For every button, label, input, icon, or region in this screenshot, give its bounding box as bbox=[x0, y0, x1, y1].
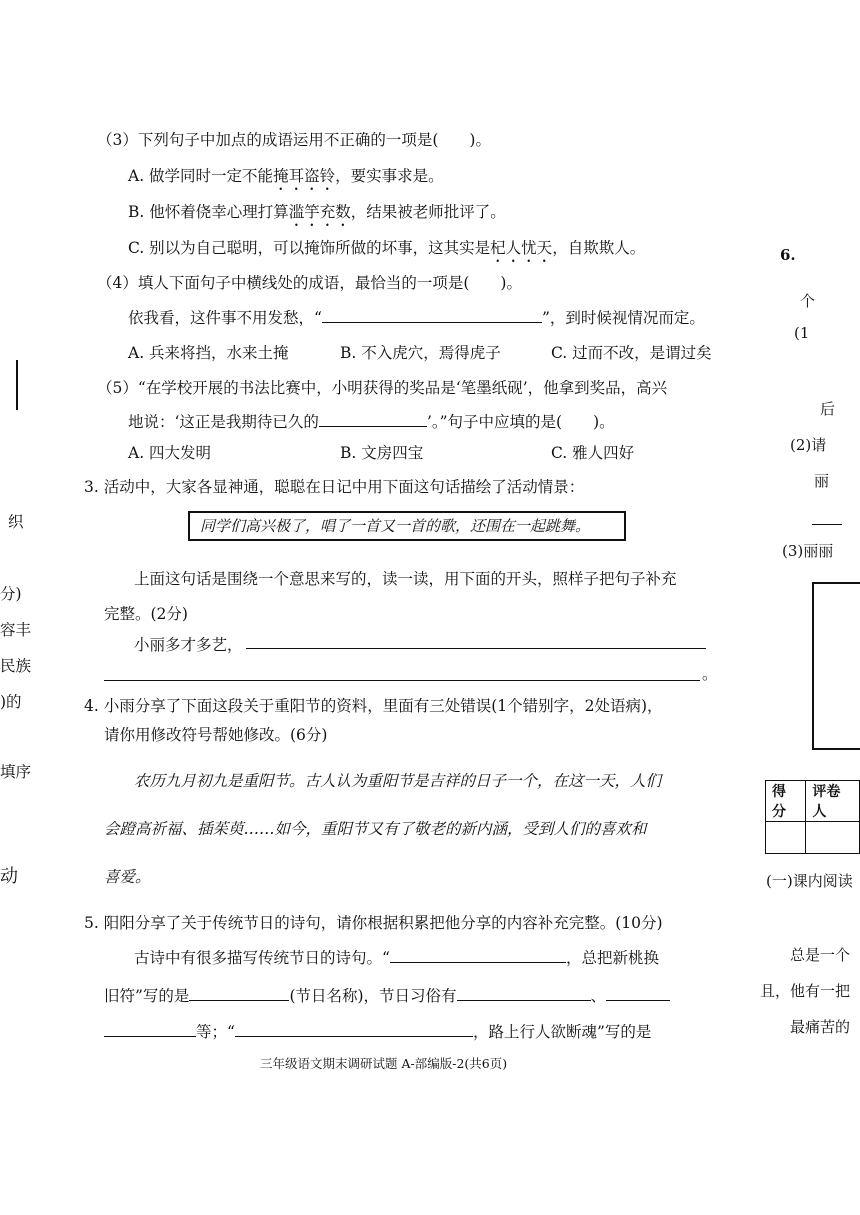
q4-option-c: C. 过而不改，是谓过矣 bbox=[551, 344, 712, 362]
right-q3: (3)丽丽 bbox=[782, 542, 834, 560]
task3-answer-line-2[interactable] bbox=[104, 680, 700, 681]
left-fragment: 民族 bbox=[0, 657, 32, 675]
right-q6: 6. bbox=[780, 246, 796, 264]
task3-start: 小丽多才多艺， bbox=[134, 636, 243, 654]
task4-paragraph-line: 喜爱。 bbox=[104, 868, 151, 886]
q5sub-line2 bbox=[128, 410, 615, 432]
task4-paragraph-line: 农历九月初九是重阳节。古人认为重阳节是吉祥的日子一个，在这一天，人们 bbox=[134, 772, 662, 790]
right-reading-heading: (一)课内阅读 bbox=[766, 872, 853, 890]
q3-a-end: ，要实事求是。 bbox=[335, 167, 444, 185]
q5sub-answer-blank[interactable] bbox=[319, 412, 427, 427]
right-fragment: 丽 bbox=[814, 472, 830, 490]
task4-stem: 4. 小雨分享了下面这段关于重阳节的资料，里面有三处错误(1个错别字，2处语病)， bbox=[84, 697, 663, 715]
q4-option-b: B. 不入虎穴，焉得虎子 bbox=[340, 344, 501, 362]
right-fragment: 后 bbox=[820, 400, 836, 418]
left-fragment: 织 bbox=[8, 513, 24, 531]
task5-line1 bbox=[134, 946, 659, 968]
right-drawing-box[interactable] bbox=[812, 582, 860, 750]
score-cell[interactable] bbox=[766, 822, 806, 854]
task5-line2-start: 旧符”写的是 bbox=[104, 987, 190, 1005]
right-q2: (2)请 bbox=[790, 436, 827, 454]
task5-line2-mid: (节日名称)，节日习俗有 bbox=[289, 987, 457, 1005]
task5-line2-sep: 、 bbox=[590, 987, 607, 1005]
q3-stem: （3）下列句子中加点的成语运用不正确的一项是( )。 bbox=[97, 131, 491, 149]
task5-blank-poem-1[interactable] bbox=[390, 948, 566, 963]
q5sub-line2-end: ’。”句子中应填的是( )。 bbox=[426, 413, 615, 431]
task5-blank-custom-2-cont[interactable] bbox=[104, 1022, 196, 1037]
score-label: 得分 bbox=[766, 781, 806, 822]
q3-option-a bbox=[128, 164, 444, 194]
left-fragment: 动 bbox=[0, 866, 18, 887]
q3-c-idiom: 杞人忧天 bbox=[490, 239, 553, 257]
right-answer-line[interactable] bbox=[812, 524, 842, 525]
page-footer: 三年级语文期末调研试题 A-部编版-2(共6页) bbox=[260, 1056, 508, 1071]
q5sub-option-b: B. 文房四宝 bbox=[340, 444, 424, 462]
task5-stem: 5. 阳阳分享了关于传统节日的诗句，请你根据积累把他分享的内容补充完整。(10分) bbox=[84, 914, 663, 932]
task5-blank-poem-2[interactable] bbox=[235, 1022, 473, 1037]
task5-blank-custom-1[interactable] bbox=[457, 986, 591, 1001]
task5-blank-custom-2[interactable] bbox=[606, 986, 670, 1001]
q4-option-a: A. 兵来将挡，水来土掩 bbox=[128, 344, 289, 362]
task4-stem-cont: 请你用修改符号帮她修改。(6分) bbox=[104, 726, 328, 744]
q5sub-option-c: C. 雅人四好 bbox=[551, 444, 635, 462]
left-fragment: 容丰 bbox=[0, 621, 32, 639]
q3-option-c bbox=[128, 236, 645, 266]
task4-paragraph-line: 会蹬高祈福、插茱萸……如今，重阳节又有了敬老的新内涵，受到人们的喜欢和 bbox=[104, 820, 647, 838]
q5sub-stem: （5）“在学校开展的书法比赛中，小明获得的奖品是‘笔墨纸砚’，他拿到奖品，高兴 bbox=[97, 379, 668, 397]
task3-boxed-sentence: 同学们高兴极了，唱了一首又一首的歌，还围在一起跳舞。 bbox=[188, 511, 626, 541]
right-reading-text: 总是一个 bbox=[790, 946, 851, 964]
q3-b-end: ，结果被老师批评了。 bbox=[350, 203, 506, 221]
left-fragment: 分) bbox=[0, 585, 22, 603]
task5-line3-start: 等；“ bbox=[196, 1023, 235, 1041]
task3-stem: 3. 活动中，大家各显神通，聪聪在日记中用下面这句话描绘了活动情景： bbox=[84, 478, 585, 496]
task5-line2 bbox=[104, 984, 670, 1006]
q4-stem: （4）填人下面句子中横线处的成语，最恰当的一项是( )。 bbox=[97, 274, 522, 292]
right-reading-text: 最痛苦的 bbox=[790, 1018, 851, 1036]
q3-b-idiom: 滥竽充数 bbox=[288, 203, 351, 221]
q3-c-text: C. 别以为自己聪明，可以掩饰所做的坏事，这其实是 bbox=[128, 239, 491, 257]
task3-answer-line-1[interactable] bbox=[246, 648, 706, 649]
left-margin-mark bbox=[0, 360, 18, 410]
q4-answer-blank[interactable] bbox=[322, 308, 542, 323]
task5-line1-start: 古诗中有很多描写传统节日的诗句。“ bbox=[134, 949, 390, 967]
score-table bbox=[765, 780, 860, 854]
task5-line3 bbox=[104, 1020, 651, 1042]
right-reading-text: 且，他有一把 bbox=[760, 982, 851, 1000]
q3-b-text: B. 他怀着侥幸心理打算 bbox=[128, 203, 289, 221]
task5-line3-end: ，路上行人欲断魂”写的是 bbox=[472, 1023, 652, 1041]
task5-blank-festival[interactable] bbox=[189, 986, 289, 1001]
task3-instruction: 上面这句话是围绕一个意思来写的，读一读，用下面的开头，照样子把句子补充 bbox=[134, 570, 677, 588]
q4-sentence-end: ”，到时候视情况而定。 bbox=[541, 309, 705, 327]
task3-end-mark: 。 bbox=[702, 665, 718, 683]
q3-a-idiom: 掩耳盗铃 bbox=[273, 167, 336, 185]
right-fragment: (1 bbox=[794, 324, 810, 342]
q3-option-b bbox=[128, 200, 506, 230]
left-fragment: )的 bbox=[0, 693, 22, 711]
left-fragment: 填序 bbox=[0, 763, 32, 781]
right-fragment: 个 bbox=[800, 292, 816, 310]
task5-line1-end: ，总把新桃换 bbox=[565, 949, 659, 967]
q3-a-text: A. 做学同时一定不能 bbox=[128, 167, 274, 185]
q5sub-option-a: A. 四大发明 bbox=[128, 444, 212, 462]
q4-sentence bbox=[128, 306, 705, 328]
q4-sentence-start: 依我看，这件事不用发愁，“ bbox=[128, 309, 322, 327]
grader-label: 评卷人 bbox=[806, 781, 860, 822]
q3-c-end: ，自欺欺人。 bbox=[552, 239, 646, 257]
grader-cell[interactable] bbox=[806, 822, 860, 854]
q5sub-line2-start: 地说：‘这正是我期待已久的 bbox=[128, 413, 319, 431]
task3-instruction-cont: 完整。(2分) bbox=[104, 605, 188, 623]
